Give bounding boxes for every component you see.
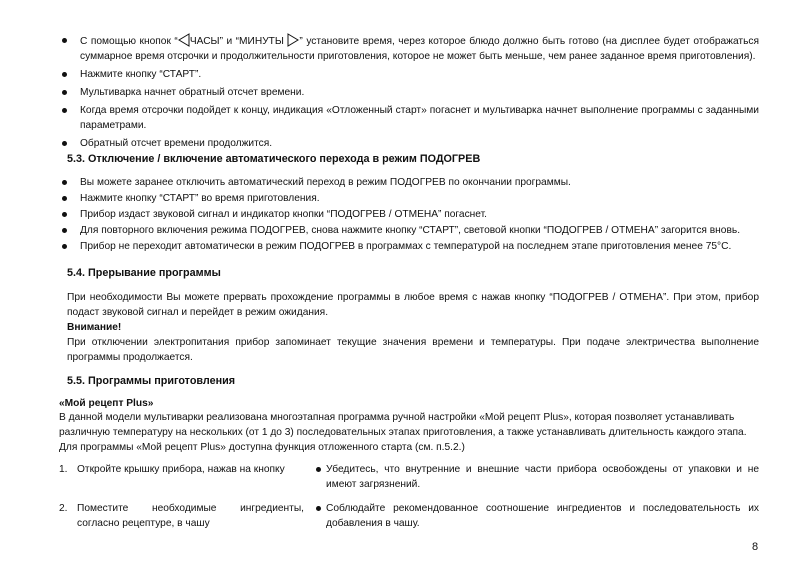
bullet-dot bbox=[62, 72, 67, 77]
list-item bbox=[0, 85, 800, 100]
list-item bbox=[0, 136, 800, 151]
bullet-text: Для повторного включения режима ПОДОГРЕВ, снова нажмите кнопку “СТАРТ”, световой кнопки “ПОДОГРЕВ / ОТМЕНА” загорится вновь. bbox=[80, 225, 741, 236]
step-1-note bbox=[309, 462, 759, 492]
list-item bbox=[0, 207, 800, 222]
step-1-instruction bbox=[59, 462, 304, 477]
timer-bullet-list bbox=[0, 33, 800, 151]
delayed-start-note: Для программы «Мой рецепт Plus» доступна функция отложенного старта (см. п.5.2.) bbox=[59, 442, 465, 453]
attention-label: Внимание! bbox=[67, 322, 122, 333]
list-item bbox=[0, 191, 800, 206]
bullet-text: Обратный отсчет времени продолжится. bbox=[80, 138, 273, 149]
section-heading-5-5: 5.5. Программы приготовления bbox=[67, 375, 236, 387]
bullet-text: Когда время отсрочки подойдет к концу, индикация «Отложенный старт» погаснет и мультиварка начнет выполнение программы с заданными параметрами. bbox=[80, 105, 759, 131]
bullet-dot bbox=[62, 90, 67, 95]
bullet-dot bbox=[62, 196, 67, 201]
triangle-right-icon bbox=[287, 33, 299, 47]
bullet-dot bbox=[316, 506, 321, 511]
bullet-dot bbox=[62, 212, 67, 217]
section-heading-5-4: 5.4. Прерывание программы bbox=[67, 267, 221, 279]
list-item bbox=[0, 223, 800, 238]
bullet-dot bbox=[62, 180, 67, 185]
list-item bbox=[0, 103, 800, 133]
step-text: Откройте крышку прибора, нажав на кнопку bbox=[77, 464, 285, 475]
step-number: 1. bbox=[59, 464, 68, 475]
bullet-dot bbox=[316, 467, 321, 472]
program-subtitle: «Мой рецепт Plus» bbox=[59, 398, 154, 409]
power-off-paragraph: При отключении электропитания прибор запоминает текущие значения времени и температуры. При подаче электричества выполнение программы продолжается. bbox=[67, 337, 759, 363]
triangle-left-icon bbox=[178, 33, 190, 47]
bullet-text: ” установите время, через которое блюдо должно быть готово (на дисплее будет отображаться суммарное время отсрочки и продолжительности приготовления, которое не может быть меньше, чем ранее заданное время приготовления). bbox=[80, 36, 759, 62]
bullet-dot bbox=[62, 38, 67, 43]
step-number: 2. bbox=[59, 503, 68, 514]
bullet-dot bbox=[62, 141, 67, 146]
bullet-text: ЧАСЫ” и “МИНУТЫ bbox=[189, 36, 288, 47]
step-2-instruction bbox=[59, 501, 304, 531]
note-text: Соблюдайте рекомендованное соотношение ингредиентов и последовательность их добавления в чашу. bbox=[326, 503, 759, 529]
section-heading-5-3: 5.3. Отключение / включение автоматического перехода в режим ПОДОГРЕВ bbox=[67, 153, 481, 165]
program-description: В данной модели мультиварки реализована многоэтапная программа ручной настройки «Мой рецепт Plus», которая позволяет устанавливать различную температуру на нескольких (от 1 до 3) последовательных этапах приготовления, а также устанавливать длительность каждого этапа. bbox=[59, 412, 747, 438]
bullet-dot bbox=[62, 228, 67, 233]
bullet-dot bbox=[62, 244, 67, 249]
bullet-text: Нажмите кнопку “СТАРТ” во время приготовления. bbox=[80, 193, 320, 204]
bullet-text: С помощью кнопок “ bbox=[80, 36, 178, 47]
step-text: Поместите необходимые ингредиенты, согласно рецептуре, в чашу bbox=[77, 503, 304, 529]
bullet-text: Вы можете заранее отключить автоматический переход в режим ПОДОГРЕВ по окончании программы. bbox=[80, 177, 571, 188]
list-item bbox=[0, 175, 800, 190]
step-2-note bbox=[309, 501, 759, 531]
interrupt-paragraph: При необходимости Вы можете прервать прохождение программы в любое время с нажав кнопку “ПОДОГРЕВ / ОТМЕНА”. При этом, прибор подаст звуковой сигнал и перейдет в режим ожидания. bbox=[67, 292, 759, 318]
page-number: 8 bbox=[752, 541, 759, 553]
bullet-text: Прибор не переходит автоматически в режим ПОДОГРЕВ в программах с температурой на последнем этапе приготовления менее 75°С. bbox=[80, 241, 732, 252]
list-item bbox=[0, 67, 800, 82]
list-item bbox=[0, 33, 800, 64]
note-text: Убедитесь, что внутренние и внешние части прибора освобождены от упаковки и не имеют загрязнений. bbox=[326, 464, 759, 490]
bullet-text: Прибор издаст звуковой сигнал и индикатор кнопки “ПОДОГРЕВ / ОТМЕНА” погаснет. bbox=[80, 209, 487, 220]
bullet-dot bbox=[62, 108, 67, 113]
bullet-text: Мультиварка начнет обратный отсчет времени. bbox=[80, 87, 305, 98]
section-5-3-bullet-list bbox=[0, 175, 800, 254]
list-item bbox=[0, 239, 800, 254]
bullet-text: Нажмите кнопку “СТАРТ”. bbox=[80, 69, 202, 80]
